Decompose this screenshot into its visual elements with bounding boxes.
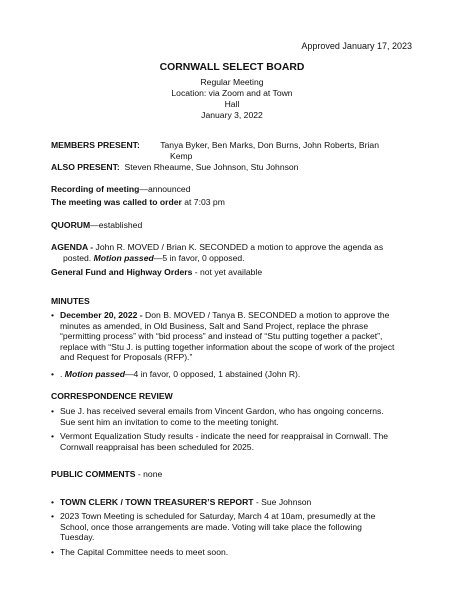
correspondence-item-2	[51, 431, 424, 452]
clerk-item-2	[51, 547, 424, 558]
members-label: MEMBERS PRESENT:	[51, 140, 140, 150]
called-label: The meeting was called to order	[51, 197, 182, 207]
quorum-label: QUORUM	[51, 220, 91, 230]
correspondence-item-2-line2: Cornwall reappraisal has been scheduled for 2025.	[60, 441, 254, 452]
meeting-date: January 3, 2022	[201, 110, 263, 120]
clerk-label: TOWN CLERK / TOWN TREASURER’S REPORT	[60, 497, 254, 507]
agenda-text-cont: posted.	[63, 252, 94, 263]
bullet: •	[51, 431, 55, 441]
general-label: General Fund and Highway Orders	[51, 267, 193, 277]
correspondence-heading-text: CORRESPONDENCE REVIEW	[51, 391, 173, 401]
correspondence-heading	[51, 391, 423, 402]
minutes-item-2	[51, 369, 424, 380]
quorum-line	[51, 220, 423, 231]
clerk-item-1-line2: School, once those arrangements are made. Voting will take place the following	[60, 521, 362, 532]
clerk-item-2-text: The Capital Committee needs to meet soon.	[60, 547, 229, 557]
general-fund-line	[51, 267, 423, 278]
called-text: at 7:03 pm	[181, 197, 225, 207]
agenda-motion: Motion passed	[93, 252, 154, 263]
also-names: Steven Rheaume, Sue Johnson, Stu Johnson	[124, 162, 299, 172]
agenda-vote: —5 in favor, 0 opposed.	[153, 252, 245, 263]
minutes-item-1-label: December 20, 2022 -	[60, 310, 143, 320]
public-label: PUBLIC COMMENTS	[51, 469, 136, 479]
public-comments-line	[51, 469, 423, 480]
agenda-label: AGENDA -	[51, 242, 94, 252]
bullet: •	[51, 369, 55, 379]
minutes-item-1-line5: and Request for Proposals (RFP).”	[60, 352, 193, 363]
quorum-text: —established	[90, 220, 143, 230]
minutes-item-1-line1: Don B. MOVED / Tanya B. SECONDED a motion to approve the	[142, 310, 390, 320]
minutes-item-2-pre: .	[60, 369, 65, 379]
members-names: Tanya Byker, Ben Marks, Don Burns, John Roberts, Brian	[160, 140, 379, 150]
meeting-location: Location: via Zoom and at Town	[171, 88, 293, 98]
recording-label: Recording of meeting	[51, 184, 140, 194]
approval-note: Approved January 17, 2023	[301, 41, 412, 51]
clerk-item-1-line1: 2023 Town Meeting is scheduled for Saturday, March 4 at 10am, presumedly at the	[60, 511, 376, 521]
also-label: ALSO PRESENT:	[51, 162, 120, 172]
public-text: - none	[135, 469, 163, 479]
members-names-cont: Kemp	[170, 150, 193, 161]
minutes-heading-text: MINUTES	[51, 296, 90, 306]
members-present	[51, 140, 423, 161]
correspondence-item-2-line1: Vermont Equalization Study results - indicate the need for reappraisal in Cornwall. The	[60, 431, 389, 441]
recording-text: —announced	[139, 184, 191, 194]
called-to-order-line	[51, 197, 423, 208]
clerk-item-1-line3: Tuesday.	[60, 532, 95, 543]
bullet: •	[51, 310, 55, 320]
document-title: CORNWALL SELECT BOARD	[159, 62, 305, 73]
bullet: •	[51, 547, 55, 557]
bullet: •	[51, 511, 55, 521]
minutes-item-1-line2: minutes as amended, in Old Business, Salt and Sand Project, replace the phrase	[60, 320, 369, 331]
minutes-item-1	[51, 310, 424, 363]
recording-line	[51, 184, 423, 195]
general-text: - not yet available	[192, 267, 263, 277]
correspondence-item-1-line1: Sue J. has received several emails from Vincent Gardon, who has ongoing concerns.	[60, 406, 384, 416]
clerk-item-1	[51, 511, 424, 543]
correspondence-item-1-line2: Sue sent him an invitation to come to the meeting tonight.	[60, 416, 279, 427]
meeting-location-cont: Hall	[224, 99, 240, 109]
minutes-item-2-motion: Motion passed	[64, 369, 125, 379]
agenda-text: John R. MOVED / Brian K. SECONDED a motion to approve the agenda as	[93, 242, 384, 252]
minutes-item-1-line4: replace with “Stu J. is putting together information about the scope of work of the project	[60, 341, 395, 352]
bullet: •	[51, 497, 55, 507]
bullet: •	[51, 406, 55, 416]
minutes-item-2-vote: —4 in favor, 0 opposed, 1 abstained (John R).	[124, 369, 301, 379]
meeting-type: Regular Meeting	[200, 77, 264, 87]
minutes-item-1-line3: “permitting process” with “bid process” and instead of “Stu putting together a packet”,	[60, 331, 383, 342]
clerk-text: - Sue Johnson	[253, 497, 312, 507]
clerk-report-heading	[51, 497, 424, 508]
agenda-block	[51, 242, 423, 263]
correspondence-item-1	[51, 406, 424, 427]
also-present	[51, 162, 423, 173]
minutes-heading	[51, 296, 423, 307]
